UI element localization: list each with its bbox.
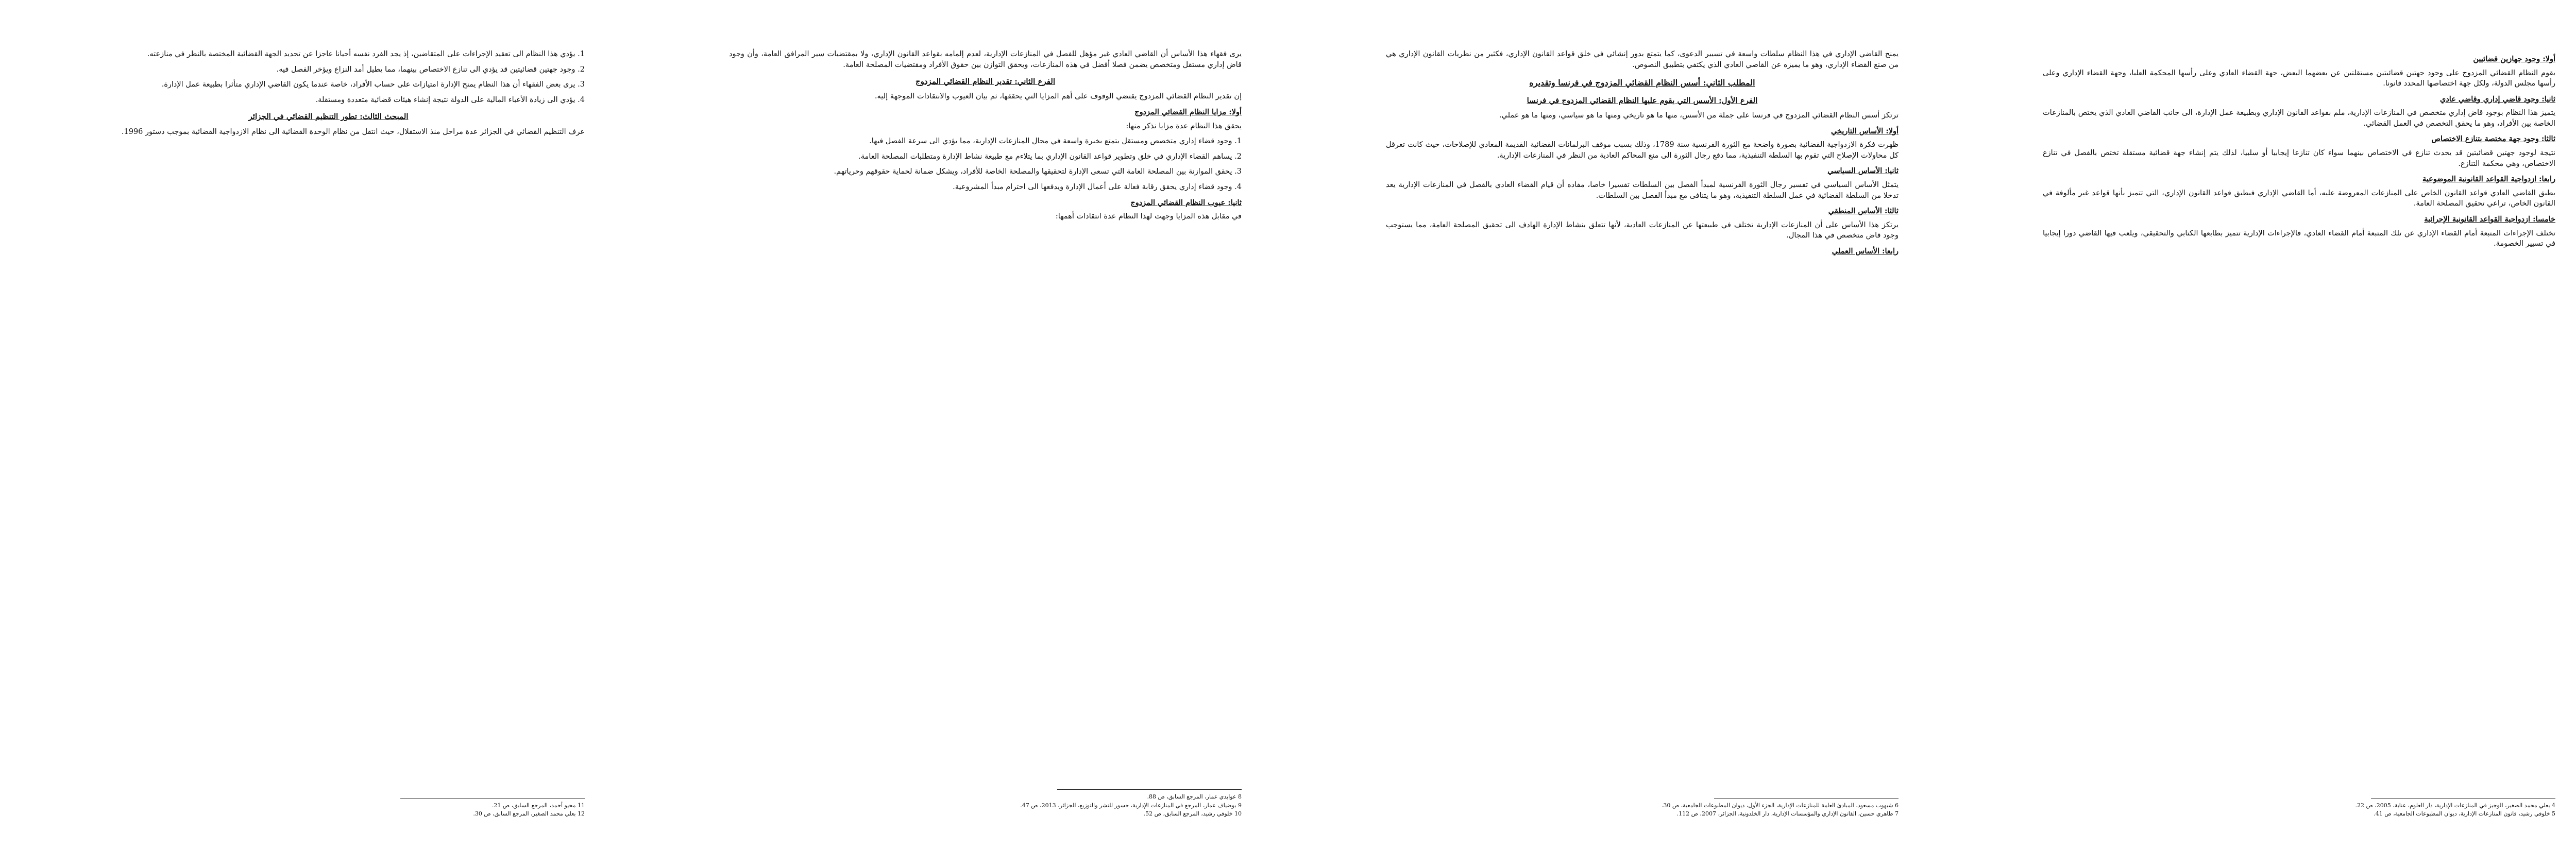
subsection-heading: ثالثا: وجود جهة مختصة بتنازع الاختصاص bbox=[2431, 134, 2555, 144]
paragraph: 2. وجود جهتين قضائيتين قد يؤدي الى تنازع الاختصاص بينهما، مما يطيل أمد النزاع ويؤخر الفصل فيه. bbox=[276, 65, 585, 74]
paragraph: إن تقدير النظام القضائي المزدوج يقتضي الوقوف على أهم المزايا التي يحققها، ثم بيان العيوب والانتقادات الموجهة إليه. bbox=[874, 92, 1242, 101]
paragraph: عرف التنظيم القضائي في الجزائر عدة مراحل منذ الاستقلال، حيث انتقل من نظام الوحدة القضائية الى نظام الازدواجية القضائية بموجب دستور 1996. bbox=[121, 127, 585, 136]
paragraph: 4. وجود قضاء إداري يحقق رقابة فعالة على أعمال الإدارة ويدفعها الى احترام مبدأ المشروعية. bbox=[953, 182, 1242, 191]
page-3 bbox=[1971, 0, 2576, 850]
paragraph: 1. وجود قضاء إداري متخصص ومستقل يتمتع بخبرة واسعة في مجال المنازعات الإدارية، مما يؤدي الى سرعة الفصل فيها. bbox=[869, 137, 1242, 146]
paragraph: يرى فقهاء هذا الأساس أن القاضي العادي غير مؤهل للفصل في المنازعات الإدارية، لعدم إلمامه بقواعد القانون الإداري، ولا بمقتضيات سير المرافق العامة، وأن وجود قاض إداري مستقل ومتخصص يضمن فصلا أفضل في هذه المنازعات، ويحقق التوازن بين حقوق الأفراد ومقتضيات المصلحة العامة. bbox=[729, 50, 1242, 69]
paragraph: تختلف الإجراءات المتبعة أمام القضاء الإداري عن تلك المتبعة أمام القضاء العادي، فالإجراءات الإدارية تتميز بطابعها الكتابي والتحقيقي، ويلعب فيها القاضي دورا إيجابيا في تسيير الخصومة. bbox=[2043, 229, 2555, 248]
footnotes bbox=[2043, 798, 2555, 818]
paragraph: 1. يؤدي هذا النظام الى تعقيد الإجراءات على المتقاضين، إذ يجد الفرد نفسه أحيانا عاجزا عن تحديد الجهة القضائية المختصة بالنظر في منازعته. bbox=[147, 50, 585, 58]
footnote-rule bbox=[1057, 789, 1242, 790]
paragraph: 3. يحقق الموازنة بين المصلحة العامة التي تسعى الإدارة لتحقيقها والمصلحة الخاصة للأفراد، ويشكل ضمانة لحماية حقوقهم وحرياتهم. bbox=[834, 167, 1242, 176]
paragraph: 2. يساهم القضاء الإداري في خلق وتطوير قواعد القانون الإداري بما يتلاءم مع طبيعة نشاط الإدارة ومتطلبات المصلحة العامة. bbox=[858, 152, 1242, 161]
footnote: 8 عوابدي عمار، المرجع السابق، ص 88. bbox=[1147, 793, 1242, 801]
section-heading: الفرع الأول: الأسس التي يقوم عليها النظام القضائي المزدوج في فرنسا bbox=[1527, 95, 1758, 105]
paragraph: يتمثل الأساس السياسي في تفسير رجال الثورة الفرنسية لمبدأ الفصل بين السلطات تفسيرا خاصا، مفاده أن قيام القضاء العادي بالفصل في المنازعات الإدارية يعد تدخلا من السلطة القضائية في عمل السلطة التنفيذية، وهو ما يتنافى مع مبدأ الفصل بين السلطات. bbox=[1386, 181, 1899, 200]
subsection-heading: ثانيا: وجود قاضي إداري وقاضي عادي bbox=[2439, 94, 2555, 104]
subsection-heading: أولا: مزايا النظام القضائي المزدوج bbox=[1134, 108, 1242, 117]
subsection-heading: أولا: الأساس التاريخي bbox=[1831, 126, 1899, 135]
paragraph: يمنح القاضي الإداري في هذا النظام سلطات واسعة في تسيير الدعوى، كما يتمتع بدور إنشائي في خلق قواعد القانون الإداري، فكثير من نظريات القانون الإداري هي من صنع القضاء الإداري، وهو ما يميزه عن القاضي العادي الذي يكتفي بتطبيق النصوص. bbox=[1386, 50, 1899, 69]
footnotes bbox=[1386, 798, 1899, 818]
subsection-heading: أولا: وجود جهازين قضائيين bbox=[2473, 55, 2555, 63]
footnote: 4 بعلي محمد الصغير، الوجيز في المنازعات الإدارية، دار العلوم، عنابة، 2005، ص 22. bbox=[2355, 802, 2555, 809]
footnote: 9 بوضياف عمار، المرجع في المنازعات الإدارية، جسور للنشر والتوزيع، الجزائر، 2013، ص 47. bbox=[1020, 802, 1242, 809]
paragraph: يطبق القاضي العادي قواعد القانون الخاص على المنازعات المعروضة عليه، أما القاضي الإداري فيطبق قواعد القانون الإداري، التي تتميز بأنها قواعد غير مألوفة في القانون الخاص، تراعي تحقيق المصلحة العامة. bbox=[2043, 189, 2555, 208]
subsection-heading: ثانيا: الأساس السياسي bbox=[1827, 166, 1899, 176]
subsection-heading: ثالثا: الأساس المنطقي bbox=[1828, 207, 1899, 216]
page-6 bbox=[0, 0, 657, 850]
paragraph: يرتكز هذا الأساس على أن المنازعات الإدارية تختلف في طبيعتها عن المنازعات العادية، لأنها تتعلق بنشاط الإدارة الهادف الى تحقيق المصلحة العامة، مما يستوجب وجود قاض متخصص في هذا المجال. bbox=[1386, 220, 1899, 240]
subsection-heading: رابعا: الأساس العملي bbox=[1832, 246, 1899, 256]
footnote: 5 خلوفي رشيد، قانون المنازعات الإدارية، ديوان المطبوعات الجامعية، ص 41. bbox=[2374, 810, 2555, 817]
subsection-heading: رابعا: ازدواجية القواعد القانونية الموضوعية bbox=[2422, 175, 2555, 184]
footnote: 12 بعلي محمد الصغير، المرجع السابق، ص 30. bbox=[473, 810, 585, 817]
page-5 bbox=[657, 0, 1314, 850]
paragraph: ترتكز أسس النظام القضائي المزدوج في فرنسا على جملة من الأسس، منها ما هو تاريخي ومنها ما هو سياسي، ومنها ما هو عملي. bbox=[1499, 111, 1899, 120]
paragraph: ظهرت فكرة الازدواجية القضائية بصورة واضحة مع الثورة الفرنسية سنة 1789، وذلك بسبب موقف البرلمانات القضائية القديمة المعادي للإصلاحات، حيث كانت تعرقل كل محاولات الإصلاح التي تقوم بها السلطة التنفيذية، مما دفع رجال الثورة الى منع المحاكم العادية من النظر في المنازعات الإدارية. bbox=[1386, 141, 1899, 160]
paragraph: نتيجة لوجود جهتين قضائيتين قد يحدث تنازع في الاختصاص بينهما سواء كان تنازعا إيجابيا أو سلبيا، لذلك يتم إنشاء جهة قضائية مستقلة تختص بالفصل في تنازع الاختصاص، وهي محكمة التنازع. bbox=[2043, 149, 2555, 168]
paragraph: يحقق هذا النظام عدة مزايا نذكر منها: bbox=[1126, 122, 1242, 130]
page-4 bbox=[1314, 0, 1971, 850]
footnotes bbox=[729, 789, 1242, 818]
section-heading: المبحث الثالث: تطور التنظيم القضائي في الجزائر bbox=[248, 112, 409, 122]
subsection-heading: ثانيا: عيوب النظام القضائي المزدوج bbox=[1130, 198, 1242, 207]
footnote: 10 خلوفي رشيد، المرجع السابق، ص 52. bbox=[1143, 810, 1242, 817]
footnote: 6 شيهوب مسعود، المبادئ العامة للمنازعات الإدارية، الجزء الأول، ديوان المطبوعات الجامعية، ص 30. bbox=[1661, 802, 1899, 809]
section-heading: المطلب الثاني: أسس النظام القضائي المزدوج في فرنسا وتقديره bbox=[1529, 78, 1755, 88]
subsection-heading: خامسا: ازدواجية القواعد القانونية الإجرائية bbox=[2424, 214, 2555, 224]
footnote: 7 طاهري حسين، القانون الإداري والمؤسسات الإدارية، دار الخلدونية، الجزائر، 2007، ص 112. bbox=[1676, 810, 1899, 817]
footnote: 11 محيو أحمد، المرجع السابق، ص 21. bbox=[492, 802, 585, 809]
paragraph: 3. يرى بعض الفقهاء أن هذا النظام يمنح الإدارة امتيازات على حساب الأفراد، خاصة عندما يكون القاضي الإداري متأثرا بطبيعة عمل الإدارة. bbox=[161, 80, 585, 89]
paragraph: يتميز هذا النظام بوجود قاض إداري متخصص في المنازعات الإدارية، ملم بقواعد القانون الإداري وبطبيعة عمل الإدارة، الى جانب القاضي العادي الذي يختص بالمنازعات الخاصة بين الأفراد، وهو ما يحقق التخصص في العمل القضائي. bbox=[2043, 109, 2555, 128]
section-heading: الفرع الثاني: تقدير النظام القضائي المزدوج bbox=[915, 77, 1056, 87]
paragraph: 4. يؤدي الى زيادة الأعباء المالية على الدولة نتيجة إنشاء هيئات قضائية متعددة ومستقلة. bbox=[315, 95, 585, 104]
paragraph: يقوم النظام القضائي المزدوج على وجود جهتين قضائيتين مستقلتين عن بعضهما البعض، جهة القضاء العادي وعلى رأسها المحكمة العليا، وجهة القضاء الإداري وعلى رأسها مجلس الدولة، ولكل جهة اختصاصها المحدد قانونا. bbox=[2043, 69, 2555, 88]
footnotes bbox=[72, 798, 585, 818]
paragraph: في مقابل هذه المزايا وجهت لهذا النظام عدة انتقادات أهمها: bbox=[1055, 212, 1242, 221]
